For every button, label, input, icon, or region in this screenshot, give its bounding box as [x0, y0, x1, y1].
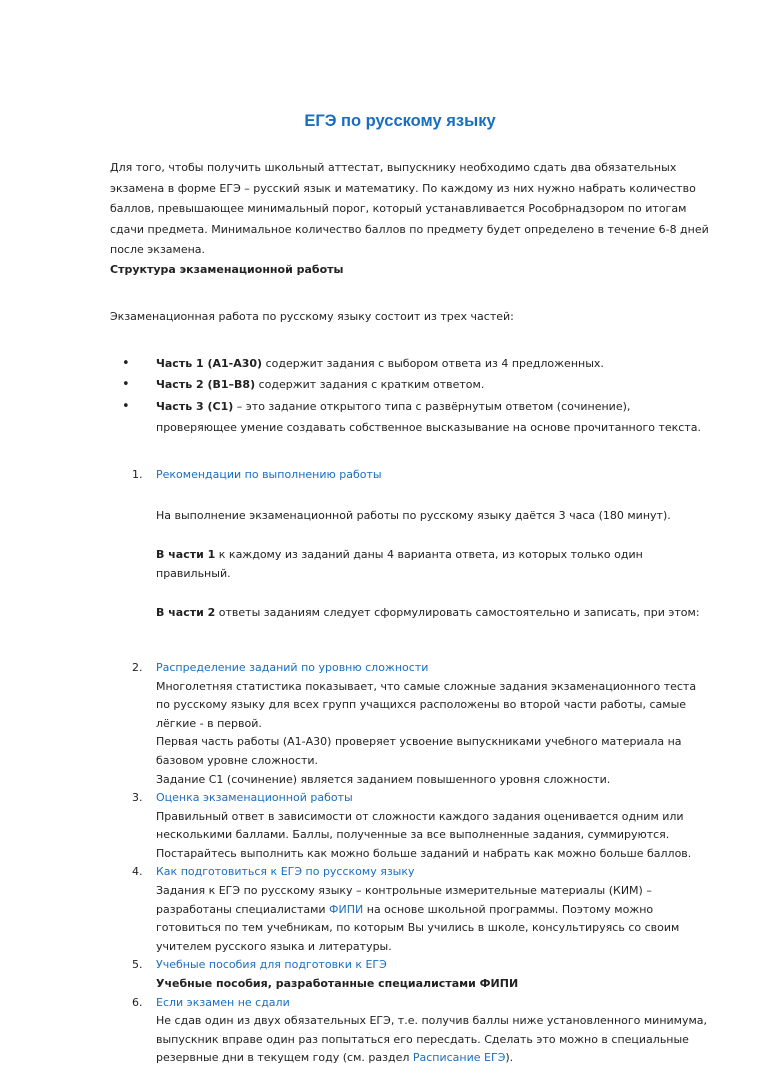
part-2-label: В части 2 — [156, 606, 216, 620]
intro-block — [110, 158, 710, 279]
sections-list — [110, 466, 710, 1068]
preparation-link[interactable]: Как подготовиться к ЕГЭ по русскому языку — [156, 865, 415, 879]
section-paragraph — [156, 604, 710, 623]
section-textbooks — [110, 956, 710, 993]
part-text: – это задание открытого типа с развёрнутым ответом (сочинение), проверяющее умение создавать собственное высказывание на основе прочитанного текста. — [156, 399, 701, 434]
list-item — [110, 396, 710, 438]
textbooks-heading: Учебные пособия, разработанные специалистами ФИПИ — [156, 977, 519, 991]
section-number: 6. — [132, 995, 143, 1009]
section-number: 2. — [132, 660, 143, 674]
part-label: Часть 3 (С1) — [156, 399, 234, 413]
structure-heading: Структура экзаменационной работы — [110, 262, 344, 276]
section-number: 5. — [132, 958, 143, 972]
section-evaluation — [110, 789, 710, 863]
section-paragraph: Первая часть работы (А1-А30) проверяет усвоение выпускниками учебного материала на базовом уровне сложности. — [156, 735, 682, 767]
fipi-link[interactable]: ФИПИ — [329, 902, 364, 916]
section-preparation — [110, 863, 710, 956]
section-paragraph: На выполнение экзаменационной работы по русскому языку даётся 3 часа (180 минут). — [156, 508, 671, 522]
part-1-label: В части 1 — [156, 548, 216, 562]
part-text: содержит задания с кратким ответом. — [255, 378, 485, 392]
paragraph-text: на основе школьной программы. Поэтому можно готовиться по тем учебникам, по которым Вы учились в школе, консультируясь со своим учителем русского языка и литературы. — [156, 902, 680, 953]
paragraph-text: к каждому из заданий даны 4 варианта ответа, из которых только один правильный. — [156, 548, 643, 580]
schedule-link[interactable]: Расписание ЕГЭ — [412, 1051, 506, 1065]
paragraph-text: ). — [505, 1051, 514, 1065]
section-paragraph — [156, 1012, 710, 1068]
section-paragraph — [156, 882, 710, 956]
bullet-icon: • — [122, 377, 130, 393]
section-difficulty — [110, 659, 710, 789]
bullet-icon: • — [122, 398, 130, 414]
section-number: 3. — [132, 791, 143, 805]
bullet-icon: • — [122, 355, 130, 371]
retake-link[interactable]: Если экзамен не сдали — [156, 995, 290, 1009]
section-paragraph: Правильный ответ в зависимости от сложности каждого задания оценивается одним или несколькими баллами. Баллы, полученные за все выполненные задания, суммируются. Постарайтесь выполнить как можно больше заданий и набрать как можно больше баллов. — [156, 809, 692, 860]
section-paragraph — [156, 546, 710, 583]
section-recommendations — [110, 466, 710, 623]
evaluation-link[interactable]: Оценка экзаменационной работы — [156, 791, 353, 805]
section-retake — [110, 994, 710, 1068]
recommendations-link[interactable]: Рекомендации по выполнению работы — [156, 467, 382, 481]
paragraph-text: Задания к ЕГЭ по русскому языку – контрольные измерительные материалы (КИМ) – разработаны специалистами — [156, 884, 652, 916]
part-label: Часть 1 (А1-А30) — [156, 356, 263, 370]
list-item — [110, 353, 710, 374]
part-label: Часть 2 (B1–B8) — [156, 378, 256, 392]
page-title: ЕГЭ по русскому языку — [304, 112, 496, 130]
section-number: 4. — [132, 865, 143, 879]
parts-list — [110, 353, 710, 438]
section-paragraph: Многолетняя статистика показывает, что самые сложные задания экзаменационного теста по русскому языку для всех групп учащихся расположены во второй части работы, самые лёгкие - в первой. — [156, 679, 697, 730]
section-paragraph: Задание С1 (сочинение) является заданием повышенного уровня сложности. — [156, 772, 611, 786]
consists-paragraph: Экзаменационная работа по русскому языку состоит из трех частей: — [110, 309, 514, 323]
part-text: содержит задания с выбором ответа из 4 предложенных. — [262, 356, 604, 370]
textbooks-link[interactable]: Учебные пособия для подготовки к ЕГЭ — [156, 958, 387, 972]
list-item — [110, 374, 710, 395]
section-number: 1. — [132, 467, 143, 481]
difficulty-link[interactable]: Распределение заданий по уровню сложности — [156, 660, 429, 674]
paragraph-text: Не сдав один из двух обязательных ЕГЭ, т.е. получив баллы ниже установленного минимума, выпускник вправе один раз попытаться его пересдать. Сделать это можно в специальные резервные дни в текущем году (см. раздел — [156, 1014, 708, 1065]
paragraph-text: ответы заданиям следует сформулировать самостоятельно и записать, при этом: — [215, 606, 700, 620]
intro-paragraph: Для того, чтобы получить школьный аттестат, выпускнику необходимо сдать два обязательных экзамена в форме ЕГЭ – русский язык и математику. По каждому из них нужно набрать количество баллов, превышающее минимальный порог, который устанавливается Рособрнадзором по итогам сдачи предмета. Минимальное количество баллов по предмету будет определено в течение 6-8 дней после экзамена. — [110, 161, 709, 257]
section-paragraph — [156, 975, 710, 994]
